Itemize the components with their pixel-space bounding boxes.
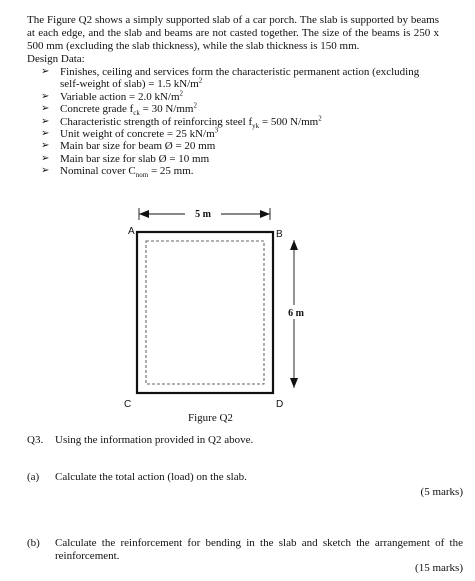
- list-item: ➢ Main bar size for slab Ø = 10 mm: [41, 152, 210, 165]
- design-data-heading: Design Data:: [27, 53, 85, 65]
- up-arrow-icon: [290, 240, 298, 250]
- part-a-text: Calculate the total action (load) on the slab.: [55, 471, 247, 483]
- corner-b-label: B: [276, 229, 283, 240]
- right-arrow-icon: [260, 210, 270, 218]
- right-arrow-bullet-icon: ➢: [41, 152, 50, 164]
- part-b-text: Calculate the reinforcement for bending in the slab and sketch the arrangement of the reinforcement.: [55, 537, 463, 562]
- list-item: ➢ Unit weight of concrete = 25 $kN/m^3$: [41, 126, 219, 141]
- list-item: ➢ Concrete grade $f_{ck} = 30$ $N/mm^2$: [41, 101, 197, 118]
- figure-caption: Figure Q2: [188, 412, 233, 424]
- part-b-marks: (15 marks): [415, 562, 463, 574]
- beam-inner-dashed-line: [146, 241, 264, 384]
- right-arrow-bullet-icon: ➢: [41, 103, 50, 115]
- left-arrow-icon: [139, 210, 149, 218]
- part-a-marks: (5 marks): [420, 486, 463, 498]
- width-label: 5 m: [195, 209, 211, 220]
- list-item: ➢ Finishes, ceiling and services form the characteristic permanent action (excluding self-weight of slab) = 1.5 $kN/m^2$: [41, 66, 420, 91]
- part-a-label: (a): [27, 471, 40, 483]
- intro-paragraph: The Figure Q2 shows a simply supported slab of a car porch. The slab is supported by beams at each edge, and the slab and beams are not casted together. The size of the beams is 250 x 500 mm (excluding the slab thickness), while the slab thickness is 150 mm.: [27, 14, 439, 52]
- corner-d-label: D: [276, 399, 284, 410]
- list-item: ➢ Variable action = 2.0 $kN/m^2$: [41, 89, 184, 103]
- list-item: ➢ Main bar size for beam Ø = 20 mm: [41, 140, 216, 153]
- corner-a-label: A: [128, 226, 135, 237]
- corner-c-label: C: [124, 399, 132, 410]
- right-arrow-bullet-icon: ➢: [41, 115, 50, 127]
- question-text: Using the information provided in Q2 above.: [55, 434, 254, 446]
- list-item: ➢ Characteristic strength of reinforcing steel $f_{yk} = 500$ $N/mm^2$: [41, 113, 322, 130]
- list-item: ➢ Nominal cover $C_{nom} = 25$ mm.: [41, 165, 194, 180]
- right-arrow-bullet-icon: ➢: [41, 165, 50, 177]
- slab-outline: [137, 232, 273, 393]
- height-label: 6 m: [288, 308, 304, 319]
- question-number: Q3.: [27, 434, 44, 446]
- right-arrow-bullet-icon: ➢: [41, 128, 50, 140]
- part-b-label: (b): [27, 537, 40, 549]
- right-arrow-bullet-icon: ➢: [41, 90, 50, 102]
- right-arrow-bullet-icon: ➢: [41, 140, 50, 152]
- down-arrow-icon: [290, 378, 298, 388]
- right-arrow-bullet-icon: ➢: [41, 66, 50, 77]
